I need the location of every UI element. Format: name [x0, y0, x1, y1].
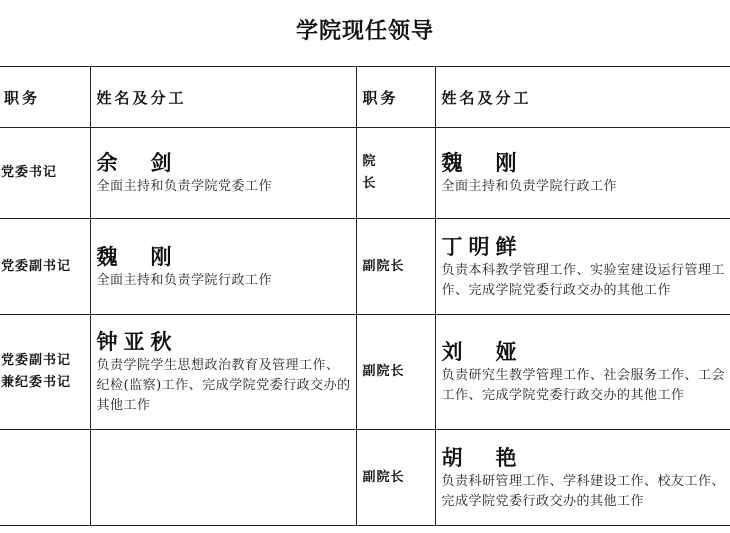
- header-position-left: [0, 67, 90, 128]
- leader-cell: [435, 219, 730, 315]
- table-header-row: [0, 67, 730, 128]
- position-label: 党委副书记: [1, 258, 72, 274]
- page-title: 学院现任领导: [295, 18, 434, 44]
- position-cell: [356, 315, 435, 430]
- header-label: 职务: [362, 88, 399, 107]
- leader-duty: 全面主持和负责学院行政工作: [441, 179, 618, 194]
- position-label: 党委副书记: [1, 353, 72, 368]
- leader-name: 钟亚秋: [96, 329, 178, 354]
- header-name-left: [90, 67, 356, 128]
- leader-name: 余 剑: [96, 150, 178, 175]
- position-label: 兼纪委书记: [1, 375, 72, 390]
- position-label: 党委书记: [1, 165, 58, 180]
- leader-cell: [90, 430, 356, 526]
- position-cell: [0, 315, 90, 430]
- leader-duty: 负责本科教学管理工作、实验室建设运行管理工作、完成学院党委行政交办的其他工作: [441, 262, 726, 298]
- position-label: 院 长: [362, 154, 421, 191]
- table-row: [0, 128, 730, 219]
- position-cell: [0, 430, 90, 526]
- leader-cell: [90, 315, 356, 430]
- leader-duty: 全面主持和负责学院党委工作: [96, 179, 273, 194]
- table-row: [0, 219, 730, 315]
- leader-cell: [90, 128, 356, 219]
- position-cell: [356, 128, 435, 219]
- table-row: [0, 430, 730, 526]
- position-cell: [0, 128, 90, 219]
- header-label: 姓名及分工: [96, 88, 187, 107]
- position-label: 副院长: [362, 258, 405, 274]
- leader-name: 胡 艳: [441, 444, 523, 470]
- leader-duty: 负责学院学生思想政治教育及管理工作、纪检(监察)工作、完成学院党委行政交办的其他工作: [96, 358, 351, 413]
- header-position-right: [356, 67, 435, 128]
- leaders-table: [0, 66, 730, 526]
- table-row: [0, 315, 730, 430]
- leader-name: 刘 娅: [441, 339, 523, 364]
- leader-duty: 负责研究生教学管理工作、社会服务工作、工会工作、完成学院党委行政交办的其他工作: [441, 368, 726, 403]
- leader-name: 魏 刚: [441, 150, 523, 175]
- header-name-right: [435, 67, 730, 128]
- position-cell: [356, 219, 435, 315]
- leader-cell: [435, 430, 730, 526]
- leader-cell: [435, 128, 730, 219]
- leader-duty: 负责科研管理工作、学科建设工作、校友工作、完成学院党委行政交办的其他工作: [441, 473, 726, 509]
- header-label: 职务: [4, 88, 41, 107]
- leader-cell: [435, 315, 730, 430]
- position-cell: [356, 430, 435, 526]
- leader-duty: 全面主持和负责学院行政工作: [96, 272, 273, 288]
- leader-cell: [90, 219, 356, 315]
- leader-name: 丁明鲜: [441, 233, 523, 259]
- position-label: 副院长: [362, 469, 405, 485]
- position-label: 副院长: [362, 364, 405, 379]
- header-label: 姓名及分工: [441, 88, 532, 107]
- leader-name: 魏 刚: [96, 243, 178, 269]
- position-cell: [0, 219, 90, 315]
